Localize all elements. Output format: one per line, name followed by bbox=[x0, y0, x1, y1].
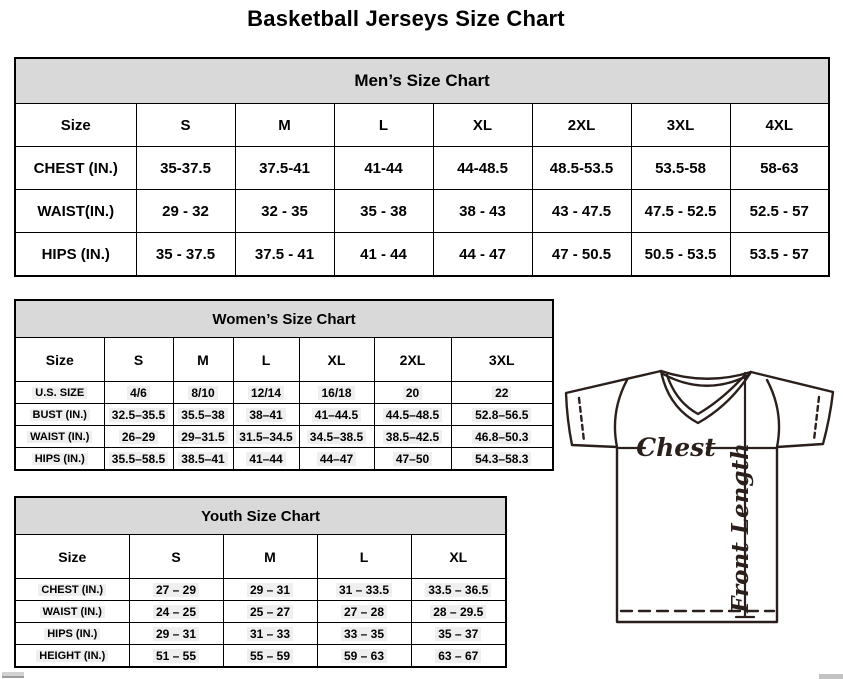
table-row bbox=[15, 645, 506, 668]
mens-chart-caption: Men’s Size Chart bbox=[15, 58, 829, 104]
cell: 47.5 - 52.5 bbox=[631, 190, 730, 233]
cell: 38.5–42.5 bbox=[374, 426, 451, 448]
front-length-label: Front Length bbox=[727, 443, 754, 613]
cell: 35-37.5 bbox=[136, 147, 235, 190]
cell: 32 - 35 bbox=[235, 190, 334, 233]
header-cell: Size bbox=[15, 535, 129, 579]
header-cell: L bbox=[334, 104, 433, 147]
header-cell: XL bbox=[433, 104, 532, 147]
table-row bbox=[15, 190, 829, 233]
table-row bbox=[15, 601, 506, 623]
row-label: WAIST(IN.) bbox=[15, 190, 136, 233]
cell: 16/18 bbox=[299, 382, 374, 404]
cell: 51 – 55 bbox=[129, 645, 223, 668]
scrollbar-fragment-left[interactable] bbox=[2, 672, 24, 678]
row-label: U.S. SIZE bbox=[15, 382, 104, 404]
row-label: CHEST (IN.) bbox=[15, 147, 136, 190]
womens-size-chart-table bbox=[14, 299, 554, 471]
cell: 58-63 bbox=[730, 147, 829, 190]
youth-size-chart-table bbox=[14, 496, 507, 668]
cell: 41–44 bbox=[233, 448, 299, 471]
cell: 41 - 44 bbox=[334, 233, 433, 277]
cell: 41–44.5 bbox=[299, 404, 374, 426]
row-label: HEIGHT (IN.) bbox=[15, 645, 129, 668]
cell: 38.5–41 bbox=[173, 448, 233, 471]
cell: 26–29 bbox=[104, 426, 173, 448]
womens-header-row bbox=[15, 338, 553, 382]
cell: 37.5 - 41 bbox=[235, 233, 334, 277]
table-row bbox=[15, 147, 829, 190]
header-cell: L bbox=[233, 338, 299, 382]
cell: 55 – 59 bbox=[223, 645, 317, 668]
header-cell: 2XL bbox=[374, 338, 451, 382]
cell: 12/14 bbox=[233, 382, 299, 404]
cell: 44-48.5 bbox=[433, 147, 532, 190]
table-row bbox=[15, 426, 553, 448]
page-title: Basketball Jerseys Size Chart bbox=[247, 6, 565, 31]
cell: 31.5–34.5 bbox=[233, 426, 299, 448]
row-label: HIPS (IN.) bbox=[15, 623, 129, 645]
header-cell: 2XL bbox=[532, 104, 631, 147]
jersey-sleeve-dash-left bbox=[579, 398, 584, 441]
cell: 27 – 29 bbox=[129, 579, 223, 601]
row-label: WAIST (IN.) bbox=[15, 426, 104, 448]
cell: 34.5–38.5 bbox=[299, 426, 374, 448]
chest-label: Chest bbox=[636, 433, 716, 462]
cell: 32.5–35.5 bbox=[104, 404, 173, 426]
cell: 35.5–38 bbox=[173, 404, 233, 426]
cell: 24 – 25 bbox=[129, 601, 223, 623]
cell: 41-44 bbox=[334, 147, 433, 190]
jersey-outline bbox=[566, 371, 833, 622]
header-cell: XL bbox=[411, 535, 506, 579]
cell: 47–50 bbox=[374, 448, 451, 471]
cell: 29 - 32 bbox=[136, 190, 235, 233]
jersey-collar-back bbox=[661, 371, 751, 379]
cell: 44 - 47 bbox=[433, 233, 532, 277]
header-cell: Size bbox=[15, 338, 104, 382]
cell: 54.3–58.3 bbox=[451, 448, 553, 471]
cell: 53.5-58 bbox=[631, 147, 730, 190]
cell: 38–41 bbox=[233, 404, 299, 426]
header-cell: 3XL bbox=[451, 338, 553, 382]
header-cell: S bbox=[136, 104, 235, 147]
cell: 27 – 28 bbox=[317, 601, 411, 623]
cell: 53.5 - 57 bbox=[730, 233, 829, 277]
scrollbar-fragment-right[interactable] bbox=[819, 674, 843, 679]
cell: 37.5-41 bbox=[235, 147, 334, 190]
cell: 52.5 - 57 bbox=[730, 190, 829, 233]
row-label: HIPS (IN.) bbox=[15, 448, 104, 471]
cell: 63 – 67 bbox=[411, 645, 506, 668]
header-cell: M bbox=[235, 104, 334, 147]
mens-size-chart-table bbox=[14, 57, 830, 277]
row-label: CHEST (IN.) bbox=[15, 579, 129, 601]
cell: 43 - 47.5 bbox=[532, 190, 631, 233]
cell: 35 – 37 bbox=[411, 623, 506, 645]
cell: 38 - 43 bbox=[433, 190, 532, 233]
table-row bbox=[15, 623, 506, 645]
cell: 8/10 bbox=[173, 382, 233, 404]
jersey-armhole-left bbox=[615, 380, 627, 447]
cell: 22 bbox=[451, 382, 553, 404]
cell: 28 – 29.5 bbox=[411, 601, 506, 623]
table-row bbox=[15, 382, 553, 404]
youth-header-row bbox=[15, 535, 506, 579]
cell: 29 – 31 bbox=[129, 623, 223, 645]
table-row bbox=[15, 404, 553, 426]
table-row bbox=[15, 233, 829, 277]
header-cell: M bbox=[223, 535, 317, 579]
cell: 29 – 31 bbox=[223, 579, 317, 601]
header-cell: 3XL bbox=[631, 104, 730, 147]
row-label: BUST (IN.) bbox=[15, 404, 104, 426]
cell: 44–47 bbox=[299, 448, 374, 471]
table-row bbox=[15, 448, 553, 471]
cell: 31 – 33.5 bbox=[317, 579, 411, 601]
jersey-armhole-right bbox=[767, 380, 779, 447]
table-row bbox=[15, 579, 506, 601]
header-cell: 4XL bbox=[730, 104, 829, 147]
row-label: WAIST (IN.) bbox=[15, 601, 129, 623]
youth-chart-caption: Youth Size Chart bbox=[15, 497, 506, 535]
header-cell: M bbox=[173, 338, 233, 382]
row-label: HIPS (IN.) bbox=[15, 233, 136, 277]
jersey-sleeve-dash-right bbox=[814, 397, 819, 440]
cell: 35 - 38 bbox=[334, 190, 433, 233]
header-cell: L bbox=[317, 535, 411, 579]
cell: 31 – 33 bbox=[223, 623, 317, 645]
cell: 46.8–50.3 bbox=[451, 426, 553, 448]
header-cell: S bbox=[104, 338, 173, 382]
header-cell: Size bbox=[15, 104, 136, 147]
cell: 47 - 50.5 bbox=[532, 233, 631, 277]
cell: 59 – 63 bbox=[317, 645, 411, 668]
cell: 48.5-53.5 bbox=[532, 147, 631, 190]
cell: 44.5–48.5 bbox=[374, 404, 451, 426]
womens-chart-caption: Women’s Size Chart bbox=[15, 300, 553, 338]
jersey-diagram bbox=[555, 360, 843, 660]
header-cell: S bbox=[129, 535, 223, 579]
cell: 4/6 bbox=[104, 382, 173, 404]
cell: 52.8–56.5 bbox=[451, 404, 553, 426]
header-cell: XL bbox=[299, 338, 374, 382]
cell: 50.5 - 53.5 bbox=[631, 233, 730, 277]
mens-header-row bbox=[15, 104, 829, 147]
cell: 25 – 27 bbox=[223, 601, 317, 623]
cell: 33 – 35 bbox=[317, 623, 411, 645]
cell: 29–31.5 bbox=[173, 426, 233, 448]
cell: 33.5 – 36.5 bbox=[411, 579, 506, 601]
cell: 35.5–58.5 bbox=[104, 448, 173, 471]
cell: 20 bbox=[374, 382, 451, 404]
cell: 35 - 37.5 bbox=[136, 233, 235, 277]
